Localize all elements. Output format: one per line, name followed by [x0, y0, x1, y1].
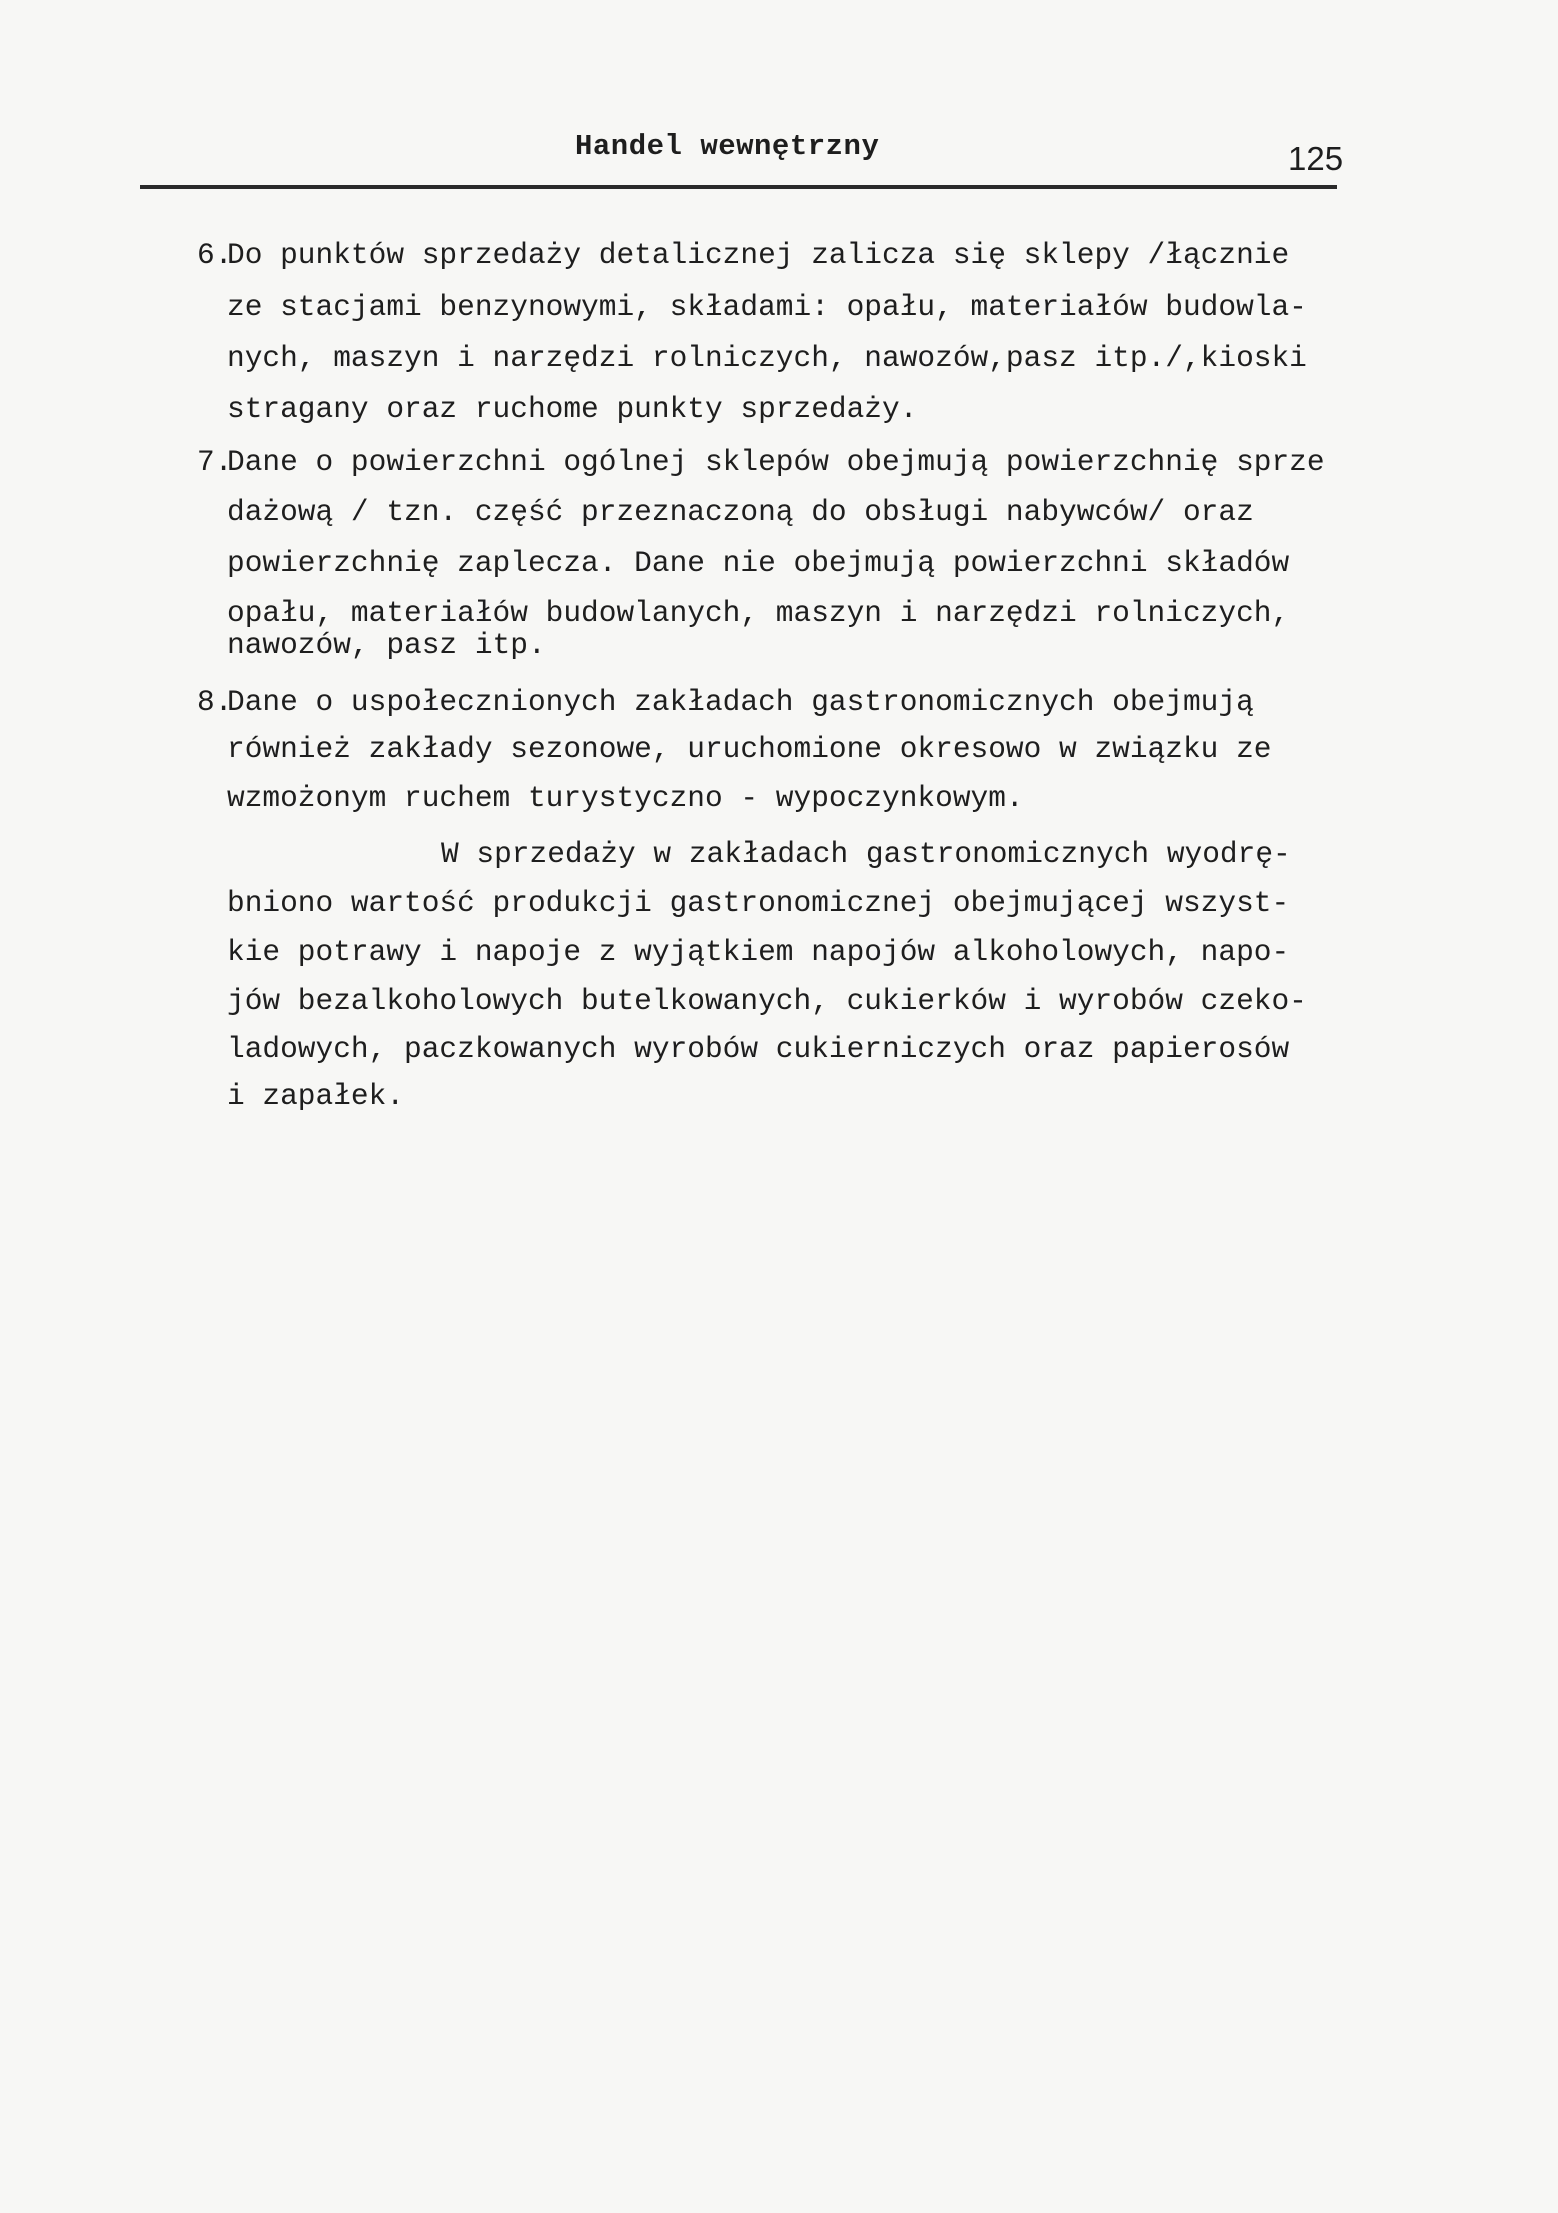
note-7-line-3: powierzchnię zaplecza. Dane nie obejmują powierzchni składów: [227, 546, 1290, 580]
paragraph-line-3: kie potrawy i napoje z wyjątkiem napojów alkoholowych, napo-: [227, 935, 1290, 969]
paragraph-line-6: i zapałek.: [227, 1079, 405, 1113]
running-header-title: Handel wewnętrzny: [575, 130, 880, 163]
note-7-line-5: nawozów, pasz itp.: [227, 628, 546, 662]
note-8-number: 8.: [197, 685, 233, 719]
page-number: 125: [1288, 140, 1344, 177]
note-7-line-4: opału, materiałów budowlanych, maszyn i narzędzi rolniczych,: [227, 596, 1290, 630]
paragraph-line-5: ladowych, paczkowanych wyrobów cukierniczych oraz papierosów: [227, 1032, 1290, 1066]
note-8-line-3: wzmożonym ruchem turystyczno - wypoczynkowym.: [227, 781, 1024, 815]
paragraph-line-4: jów bezalkoholowych butelkowanych, cukierków i wyrobów czeko-: [227, 984, 1307, 1018]
note-6-line-1: Do punktów sprzedaży detalicznej zalicza się sklepy /łącznie: [227, 238, 1290, 272]
note-7-line-2: dażową / tzn. część przeznaczoną do obsługi nabywców/ oraz: [227, 495, 1254, 529]
note-8-line-2: również zakłady sezonowe, uruchomione okresowo w związku ze: [227, 732, 1272, 766]
paragraph-line-1: W sprzedaży w zakładach gastronomicznych wyodrę-: [441, 837, 1291, 871]
header-rule: [140, 185, 1337, 189]
note-7-number: 7.: [197, 445, 233, 479]
paragraph-line-2: bniono wartość produkcji gastronomicznej obejmującej wszyst-: [227, 886, 1290, 920]
note-8-line-1: Dane o uspołecznionych zakładach gastronomicznych obejmują: [227, 685, 1254, 719]
note-6-line-4: stragany oraz ruchome punkty sprzedaży.: [227, 392, 918, 426]
note-6-number: 6.: [197, 238, 233, 272]
note-6-line-2: ze stacjami benzynowymi, składami: opału, materiałów budowla-: [227, 290, 1307, 324]
note-7-line-1: Dane o powierzchni ogólnej sklepów obejmują powierzchnię sprze: [227, 445, 1325, 479]
note-6-line-3: nych, maszyn i narzędzi rolniczych, nawozów,pasz itp./,kioski: [227, 341, 1307, 375]
